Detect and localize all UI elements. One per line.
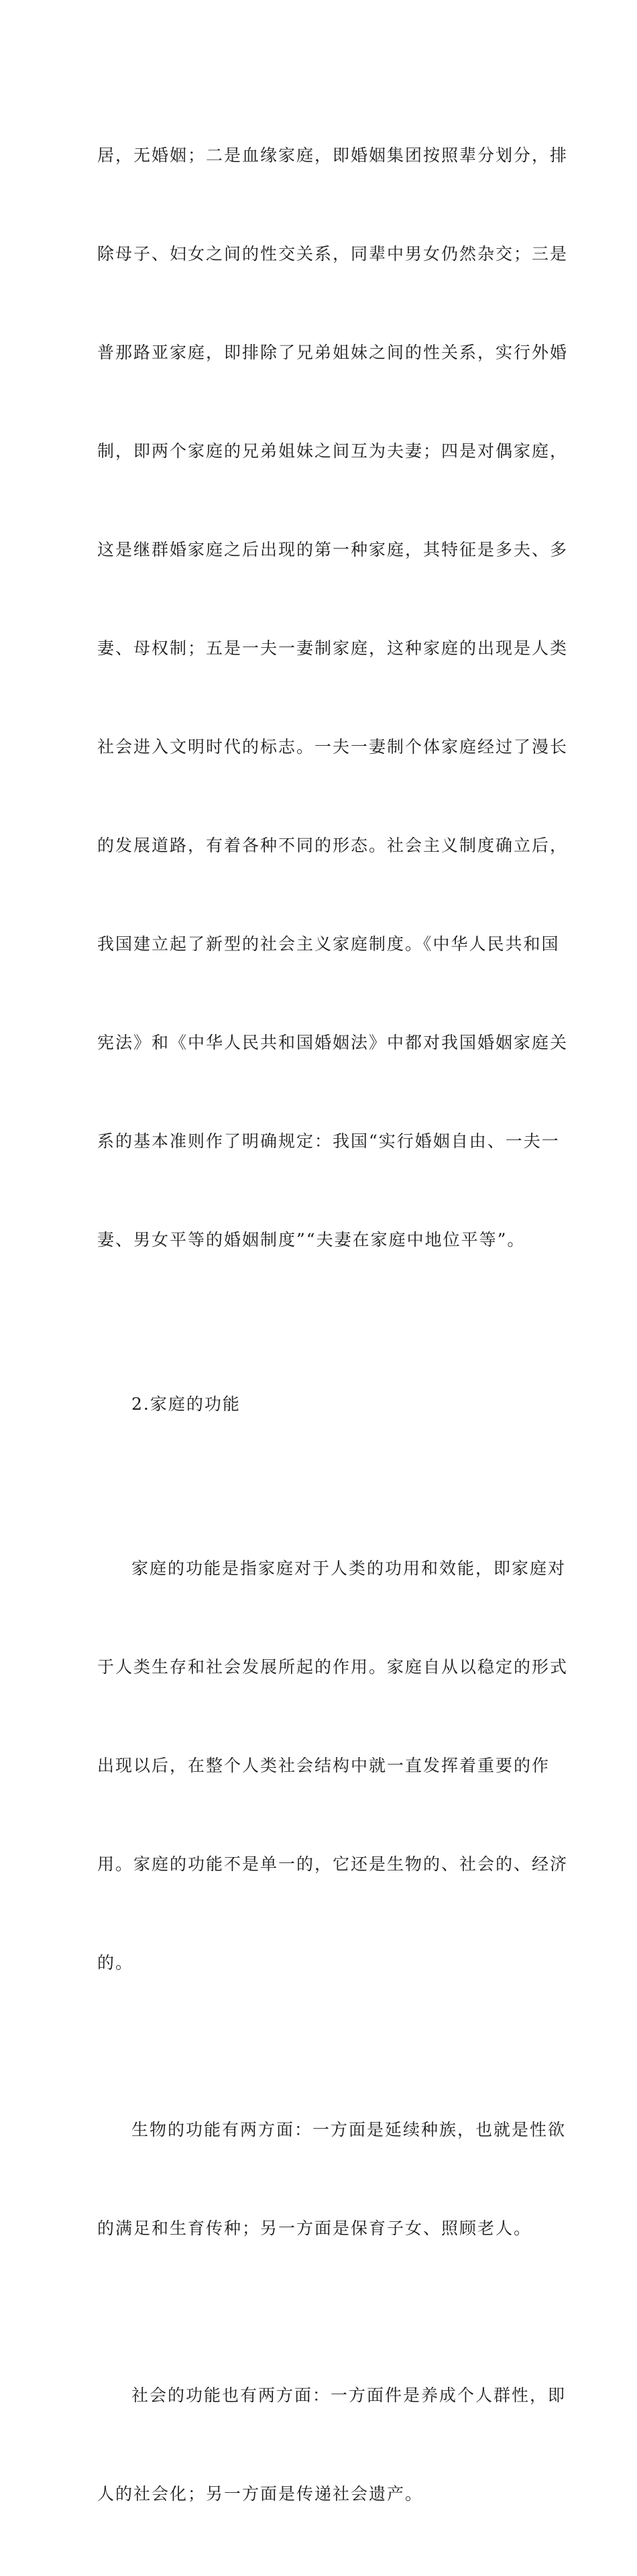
text-line: 除母子、妇女之间的性交关系，同辈中男女仍然杂交；三是 — [97, 244, 569, 264]
paragraph-biological-function — [97, 2048, 567, 2310]
text-line: 家庭的功能是指家庭对于人类的功用和效能，即家庭对 — [131, 1559, 567, 1578]
text-line: 社会的功能也有两方面：一方面件是养成个人群性，即 — [131, 2386, 567, 2405]
text-line: 出现以后，在整个人类社会结构中就一直发挥着重要的作 — [97, 1756, 551, 1775]
document-body — [97, 73, 569, 2576]
text-line: 生物的功能有两方面：一方面是延续种族，也就是性欲 — [131, 2120, 567, 2139]
text-line: 的。 — [97, 1953, 134, 1972]
text-line: 制，即两个家庭的兄弟姐妹之间互为夫妻；四是对偶家庭， — [97, 441, 569, 461]
text-line: 系的基本准则作了明确规定：我国“实行婚姻自由、一夫一 — [97, 1131, 560, 1151]
text-line: 宪法》和《中华人民共和国婚姻法》中都对我国婚姻家庭关 — [97, 1033, 569, 1052]
text-line: 的发展道路，有着各种不同的形态。社会主义制度确立后， — [97, 836, 569, 855]
text-line: 人的社会化；另一方面是传递社会遗产。 — [97, 2484, 424, 2504]
paragraph-family-function — [97, 1486, 569, 2045]
text-line: 居，无婚姻；二是血缘家庭，即婚姻集团按照辈分划分，排 — [97, 146, 569, 165]
text-line: 妻、母权制；五是一夫一妻制家庭，这种家庭的出现是人类 — [97, 638, 569, 658]
section-heading-text: 2.家庭的功能 — [131, 1394, 241, 1414]
text-line: 于人类生存和社会发展所起的作用。家庭自从以稳定的形式 — [97, 1657, 569, 1677]
text-line: 我国建立起了新型的社会主义家庭制度。《中华人民共和国 — [97, 934, 560, 954]
section-heading — [97, 1322, 560, 1486]
text-line: 普那路亚家庭，即排除了兄弟姐妹之间的性关系，实行外婚 — [97, 343, 569, 362]
text-line: 的满足和生育传种；另一方面是保育子女、照顾老人。 — [97, 2219, 532, 2238]
text-line: 用。家庭的功能不是单一的，它还是生物的、社会的、经济 — [97, 1854, 569, 1874]
text-line: 妻、男女平等的婚姻制度”“夫妻在家庭中地位平等”。 — [97, 1230, 526, 1249]
text-line: 社会进入文明时代的标志。一夫一妻制个体家庭经过了漫长 — [97, 737, 569, 757]
paragraph-social-function — [97, 2313, 567, 2576]
text-line: 这是继群婚家庭之后出现的第一种家庭，其特征是多夫、多 — [97, 540, 569, 559]
paragraph-family-forms — [97, 73, 569, 1322]
